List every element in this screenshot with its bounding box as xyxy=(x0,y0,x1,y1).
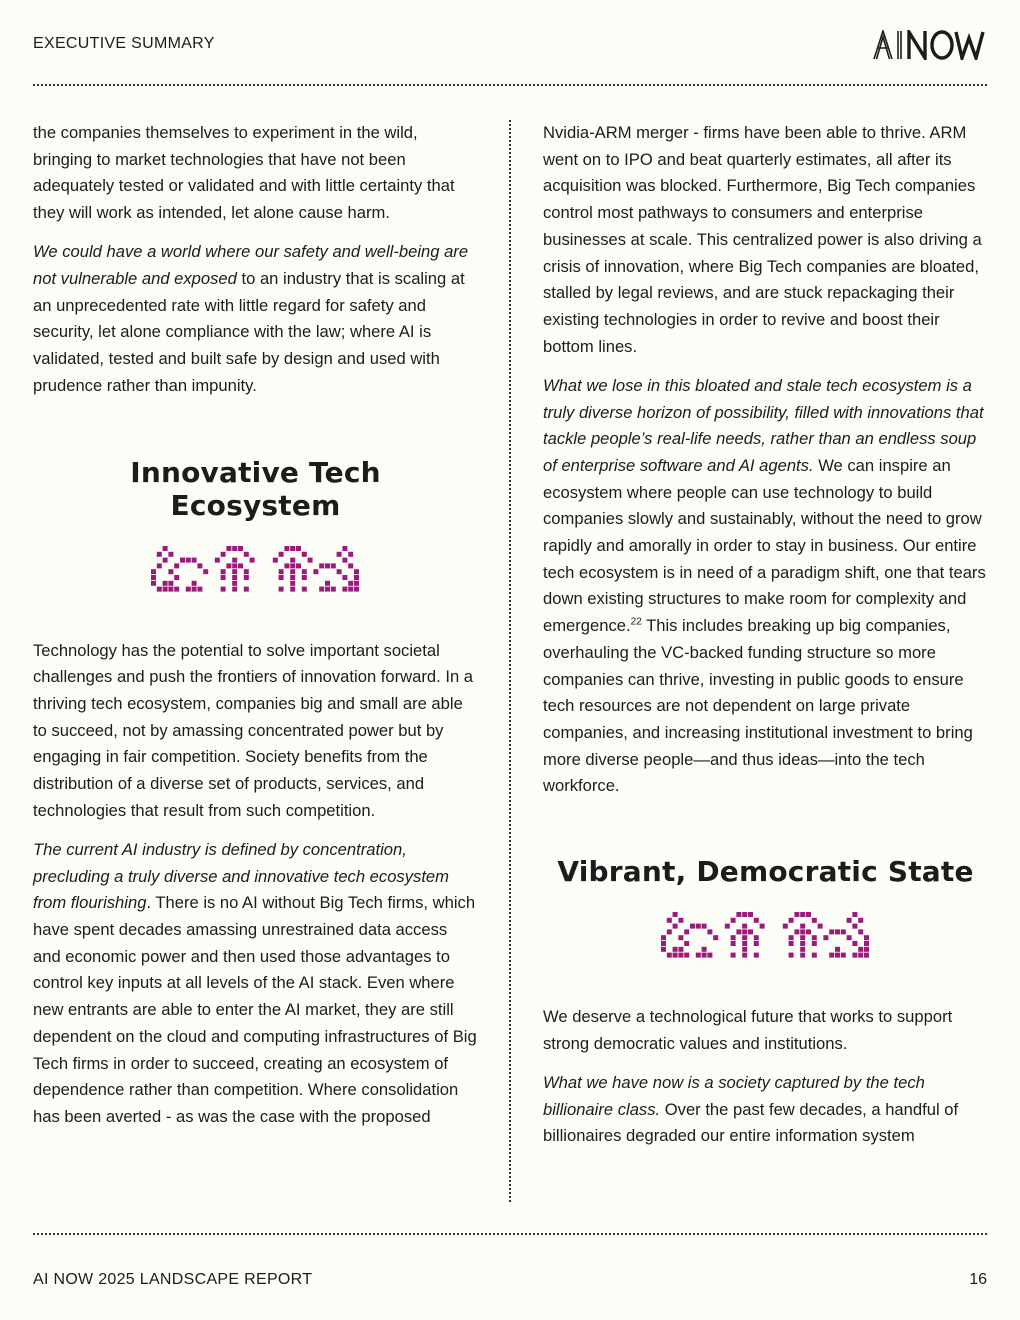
header-section-label: EXECUTIVE SUMMARY xyxy=(33,35,215,52)
footer-divider xyxy=(33,1233,987,1235)
page-number: 16 xyxy=(969,1271,987,1288)
pixel-ornament-icon xyxy=(151,544,361,594)
column-divider xyxy=(509,120,511,1202)
emphasis: We could have a world where our safety and well-being are not vulnerable and exposed xyxy=(33,242,469,289)
section-heading-vibrant-democratic-state: Vibrant, Democratic State xyxy=(557,855,974,889)
pixel-ornament-icon xyxy=(661,910,871,960)
paragraph: We deserve a technological future that works to support strong democratic values and institutions. xyxy=(543,1007,953,1053)
paragraph: What we have now is a society captured by the tech billionaire class. Over the past few decades, a handful of billionaires degraded our entire information system xyxy=(543,1072,959,1146)
paragraph: The current AI industry is defined by concentration, precluding a truly diverse and innovative tech ecosystem from flourishing. There is no AI without Big Tech firms, which have spent decades amassing unrestrained data access and economic power and then used those advantages to control key inputs at all levels of the AI stack. Even where new entrants are able to enter the AI market, they are still dependent on the cloud and computing infrastructures of Big Tech firms in order to succeed, creating an ecosystem of dependence rather than competition. Where consolidation has been averted - as was the case with the proposed xyxy=(33,839,477,1126)
paragraph: We could have a world where our safety and well-being are not vulnerable and exposed to an industry that is scaling at an unprecedented rate with little regard for safety and security, let alone compliance with the law; where AI is validated, tested and built safe by design and used with prudence rather than impunity. xyxy=(33,242,469,395)
paragraph: the companies themselves to experiment in the wild, bringing to market technologies that have not been adequately tested or validated and with little certainty that they will work as intended, let alone cause harm. xyxy=(33,123,455,223)
emphasis: What we have now is a society captured by the tech billionaire class. xyxy=(543,1072,925,1119)
emphasis: What we lose in this bloated and stale tech ecosystem is a truly diverse horizon of possibility, filled with innovations that tackle people’s real-life needs, rather than an endless soup of enterprise software and AI agents. xyxy=(543,375,984,475)
section-heading-innovative-tech: Innovative Tech Ecosystem xyxy=(130,455,381,522)
paragraph: What we lose in this bloated and stale tech ecosystem is a truly diverse horizon of possibility, filled with innovations that tackle people’s real-life needs, rather than an endless soup of enterprise software and AI agents. We can inspire an ecosystem where people can use technology to build companies slowly and sustainably, without the need to grow rapidly and amorally in order to stay in business. Our entire tech ecosystem is in need of a paradigm shift, one that tears down existing structures to make room for complexity and emergence.$^{22}$ This includes breaking up big companies, overhauling the VC-backed funding structure so more companies can thrive, investing in public goods to ensure tech resources are not dependent on large private companies, and increasing institutional investment to bring more diverse people—and thus ideas—into the tech workforce. xyxy=(543,375,986,796)
paragraph: Nvidia-ARM merger - firms have been able to thrive. ARM went on to IPO and beat quarterly estimates, all after its acquisition was blocked. Furthermore, Big Tech companies control most pathways to consumers and enterprise businesses at scale. This centralized power is also driving a crisis of innovation, where Big Tech companies are bloated, stalled by legal reviews, and are stuck repackaging their existing technologies in order to revive and boost their bottom lines. xyxy=(543,123,982,356)
left-column xyxy=(33,120,478,1143)
right-column xyxy=(543,120,988,1163)
header-divider xyxy=(33,84,987,86)
paragraph: Technology has the potential to solve important societal challenges and push the frontiers of innovation forward. In a thriving tech ecosystem, companies big and small are able to succeed, not by amassing concentrated power but by engaging in fair competition. Society benefits from the distribution of a diverse set of products, services, and technologies that result from such competition. xyxy=(33,640,474,820)
footnote-ref[interactable]: 22 xyxy=(630,616,642,628)
ai-now-logo xyxy=(873,30,987,60)
footer-report-title: AI NOW 2025 LANDSCAPE REPORT xyxy=(33,1271,313,1288)
emphasis: The current AI industry is defined by concentration, precluding a truly diverse and innovative tech ecosystem from flourishing xyxy=(33,839,449,913)
